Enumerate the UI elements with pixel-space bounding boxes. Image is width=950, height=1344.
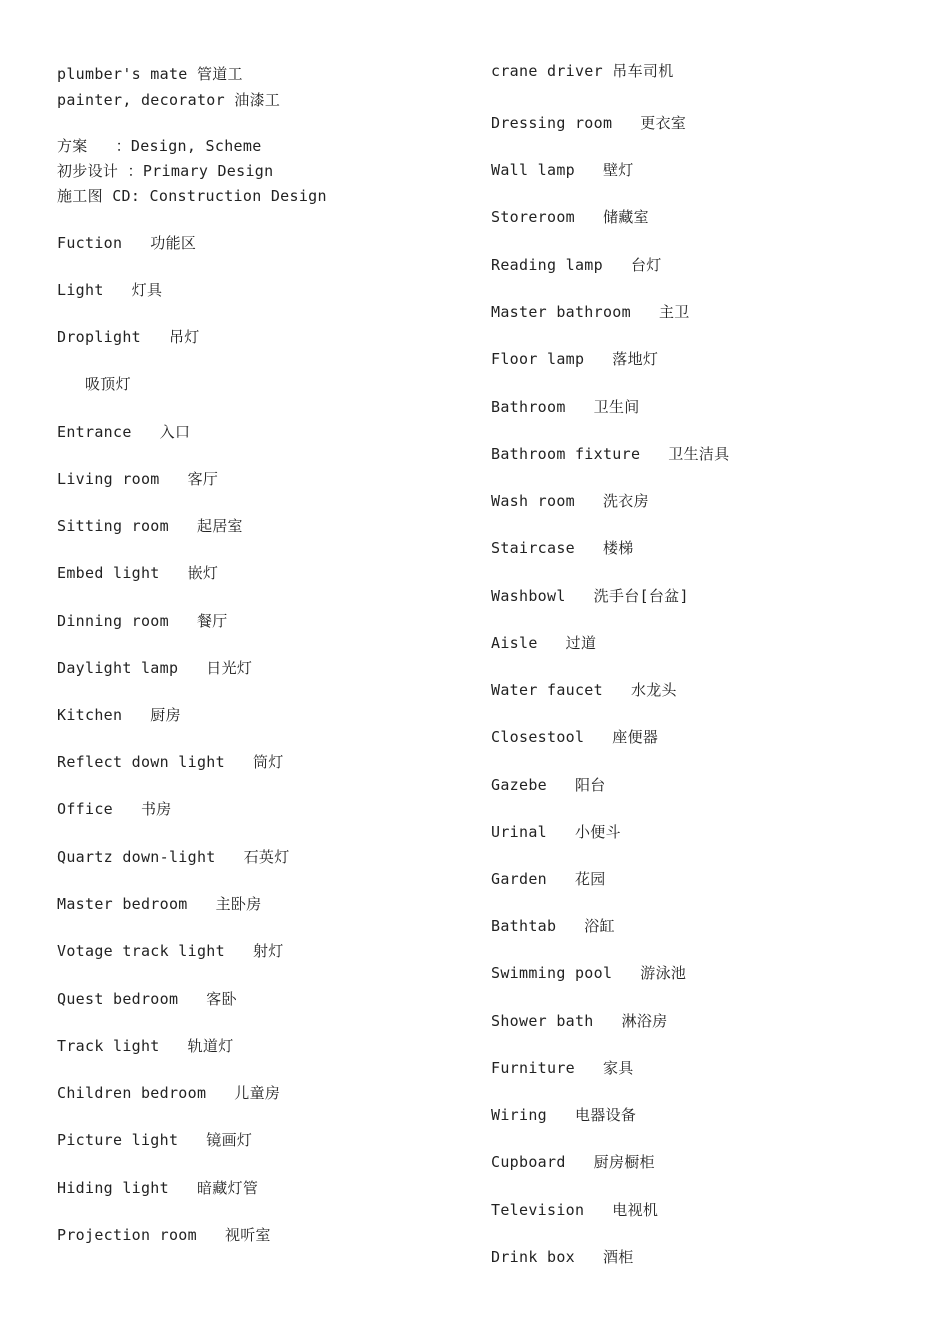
term-line: Reading lamp 台灯 bbox=[491, 256, 662, 274]
term-line: Master bedroom 主卧房 bbox=[57, 895, 262, 913]
term-line: Dinning room 餐厅 bbox=[57, 612, 228, 630]
term-line: Furniture 家具 bbox=[491, 1059, 634, 1077]
term-line: Reflect down light 筒灯 bbox=[57, 753, 284, 771]
term-line: Drink box 酒柜 bbox=[491, 1248, 634, 1266]
term-line: Wash room 洗衣房 bbox=[491, 492, 649, 510]
term-line: Urinal 小便斗 bbox=[491, 823, 621, 841]
term-line: Cupboard 厨房橱柜 bbox=[491, 1153, 655, 1171]
term-line: Master bathroom 主卫 bbox=[491, 303, 690, 321]
term-line: Bathroom 卫生间 bbox=[491, 398, 640, 416]
term-line: Aisle 过道 bbox=[491, 634, 597, 652]
term-line: Quartz down-light 石英灯 bbox=[57, 848, 290, 866]
term-line: Floor lamp 落地灯 bbox=[491, 350, 659, 368]
term-line: Track light 轨道灯 bbox=[57, 1037, 234, 1055]
term-line: Shower bath 淋浴房 bbox=[491, 1012, 668, 1030]
term-line: Closestool 座便器 bbox=[491, 728, 659, 746]
term-line: Staircase 楼梯 bbox=[491, 539, 634, 557]
term-line: Sitting room 起居室 bbox=[57, 517, 243, 535]
term-line: crane driver 吊车司机 bbox=[491, 62, 674, 80]
term-line: 吸顶灯 bbox=[57, 375, 131, 393]
term-line: Picture light 镜画灯 bbox=[57, 1131, 253, 1149]
term-line: Dressing room 更衣室 bbox=[491, 114, 687, 132]
term-line: painter, decorator 油漆工 bbox=[57, 91, 281, 109]
term-line: Bathroom fixture 卫生洁具 bbox=[491, 445, 730, 463]
term-line: Projection room 视听室 bbox=[57, 1226, 271, 1244]
term-line: Kitchen 厨房 bbox=[57, 706, 181, 724]
term-line: Droplight 吊灯 bbox=[57, 328, 200, 346]
term-line: Bathtab 浴缸 bbox=[491, 917, 615, 935]
term-line: Storeroom 储藏室 bbox=[491, 208, 649, 226]
term-line: Washbowl 洗手台[台盆] bbox=[491, 587, 689, 605]
term-line: 方案 ：Design, Scheme bbox=[57, 137, 262, 155]
term-line: Garden 花园 bbox=[491, 870, 606, 888]
term-line: Wiring 电器设备 bbox=[491, 1106, 637, 1124]
term-line: Water faucet 水龙头 bbox=[491, 681, 677, 699]
term-line: Entrance 入口 bbox=[57, 423, 191, 441]
term-line: Gazebe 阳台 bbox=[491, 776, 606, 794]
term-line: Office 书房 bbox=[57, 800, 172, 818]
term-line: Television 电视机 bbox=[491, 1201, 659, 1219]
term-line: Children bedroom 儿童房 bbox=[57, 1084, 281, 1102]
term-line: Light 灯具 bbox=[57, 281, 163, 299]
term-line: Wall lamp 壁灯 bbox=[491, 161, 634, 179]
term-line: Fuction 功能区 bbox=[57, 234, 197, 252]
term-line: Swimming pool 游泳池 bbox=[491, 964, 687, 982]
term-line: Quest bedroom 客卧 bbox=[57, 990, 237, 1008]
term-line: 施工图 CD: Construction Design bbox=[57, 187, 327, 205]
term-line: 初步设计 ：Primary Design bbox=[57, 162, 274, 180]
term-line: plumber's mate 管道工 bbox=[57, 65, 243, 83]
term-line: Embed light 嵌灯 bbox=[57, 564, 219, 582]
term-line: Votage track light 射灯 bbox=[57, 942, 284, 960]
term-line: Hiding light 暗藏灯管 bbox=[57, 1179, 259, 1197]
term-line: Living room 客厅 bbox=[57, 470, 219, 488]
term-line: Daylight lamp 日光灯 bbox=[57, 659, 253, 677]
